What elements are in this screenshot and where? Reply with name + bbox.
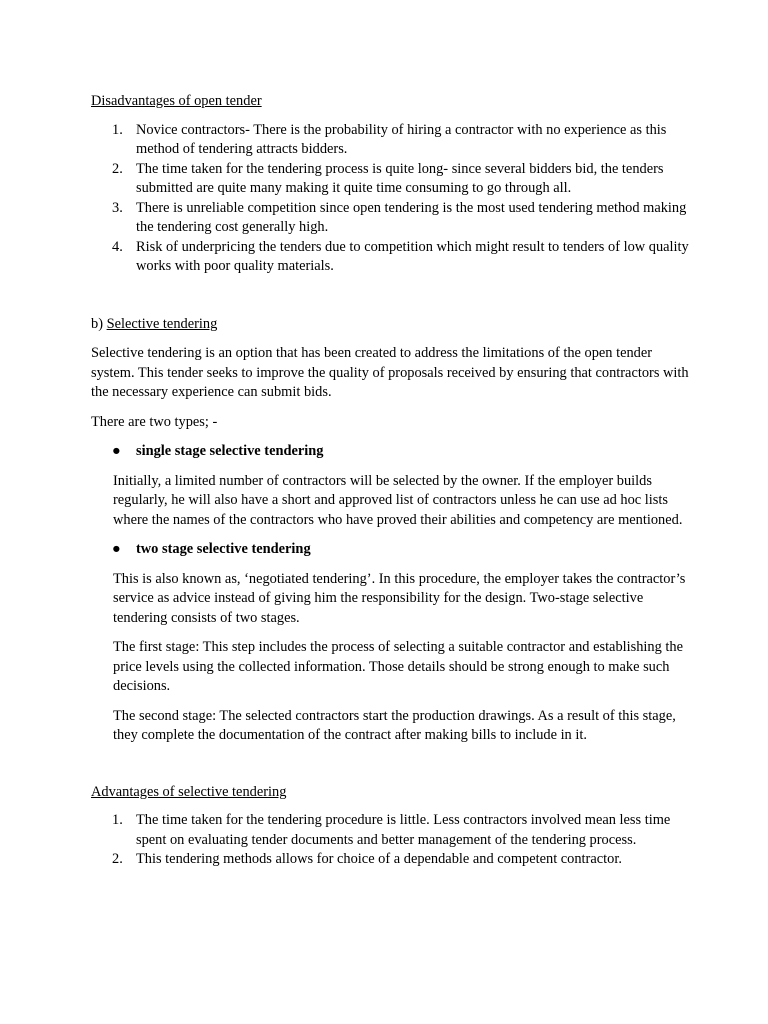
document-page — [91, 92, 691, 870]
list-item — [91, 238, 691, 277]
first-stage-text: The first stage: This step includes the process of selecting a suitable contractor and establishing the price levels using the collected information. Those details should be strong enough to make such decisions. — [113, 639, 684, 694]
bullet-icon: ● — [112, 541, 121, 557]
selective-intro: Selective tendering is an option that has been created to address the limitations of the open tender system. This tender seeks to improve the quality of proposals received by ensuring that contractors with the necessary experience can submit bids. — [91, 345, 689, 400]
list-item — [91, 199, 691, 238]
list-item-text: There is unreliable competition since open tendering is the most used tendering method making the tendering cost generally high. — [136, 199, 687, 235]
single-stage-body: Initially, a limited number of contractors will be selected by the owner. If the employer builds regularly, he will also have a short and approved list of contractors unless he can use ad hoc lists where the names of the contractors who have proved their abilities and competency are mentioned. — [113, 472, 683, 528]
two-stage-body: This is also known as, ‘negotiated tendering’. In this procedure, the employer takes the contractor’s service as advice instead of giving him the responsibility for the design. Two-stage selective tendering consists of two stages. — [113, 570, 686, 626]
single-stage-bullet — [91, 442, 691, 462]
list-item — [91, 850, 691, 870]
open-disadvantages-list — [91, 121, 691, 277]
list-item-text: This tendering methods allows for choice of a dependable and competent contractor. — [136, 851, 622, 867]
selective-heading-text: Selective tendering — [106, 315, 218, 332]
list-number: 2. — [112, 851, 123, 867]
selective-heading — [91, 315, 691, 335]
list-number: 2. — [112, 160, 123, 177]
types-intro: There are two types; - — [91, 413, 218, 430]
two-stage-title: two stage selective tendering — [136, 541, 311, 557]
list-number: 1. — [112, 121, 123, 138]
list-item — [91, 160, 691, 199]
section-prefix: b) — [91, 315, 107, 332]
list-number: 1. — [112, 812, 123, 828]
selective-advantages-heading: Advantages of selective tendering — [91, 783, 287, 800]
single-stage-title: single stage selective tendering — [136, 443, 324, 459]
selective-advantages-list — [91, 811, 691, 870]
list-item-text: The time taken for the tendering process is quite long- since several bidders bid, the tenders submitted are quite many making it quite time consuming to go through all. — [136, 160, 664, 196]
bullet-icon: ● — [112, 443, 121, 459]
list-item-text: The time taken for the tendering procedure is little. Less contractors involved mean less time spent on evaluating tender documents and better management of the tendering process. — [136, 812, 671, 848]
second-stage-text: The second stage: The selected contractors start the production drawings. As a result of this stage, they complete the documentation of the contract after making bills to include in it. — [113, 707, 676, 743]
list-number: 3. — [112, 199, 123, 216]
list-item — [91, 121, 691, 160]
open-disadvantages-heading: Disadvantages of open tender — [91, 93, 262, 109]
two-stage-bullet — [91, 540, 691, 560]
list-item — [91, 811, 691, 850]
list-item-text: Risk of underpricing the tenders due to competition which might result to tenders of low quality works with poor quality materials. — [136, 238, 689, 274]
list-item-text: Novice contractors- There is the probability of hiring a contractor with no experience as this method of tendering attracts bidders. — [136, 121, 667, 157]
list-number: 4. — [112, 238, 123, 255]
